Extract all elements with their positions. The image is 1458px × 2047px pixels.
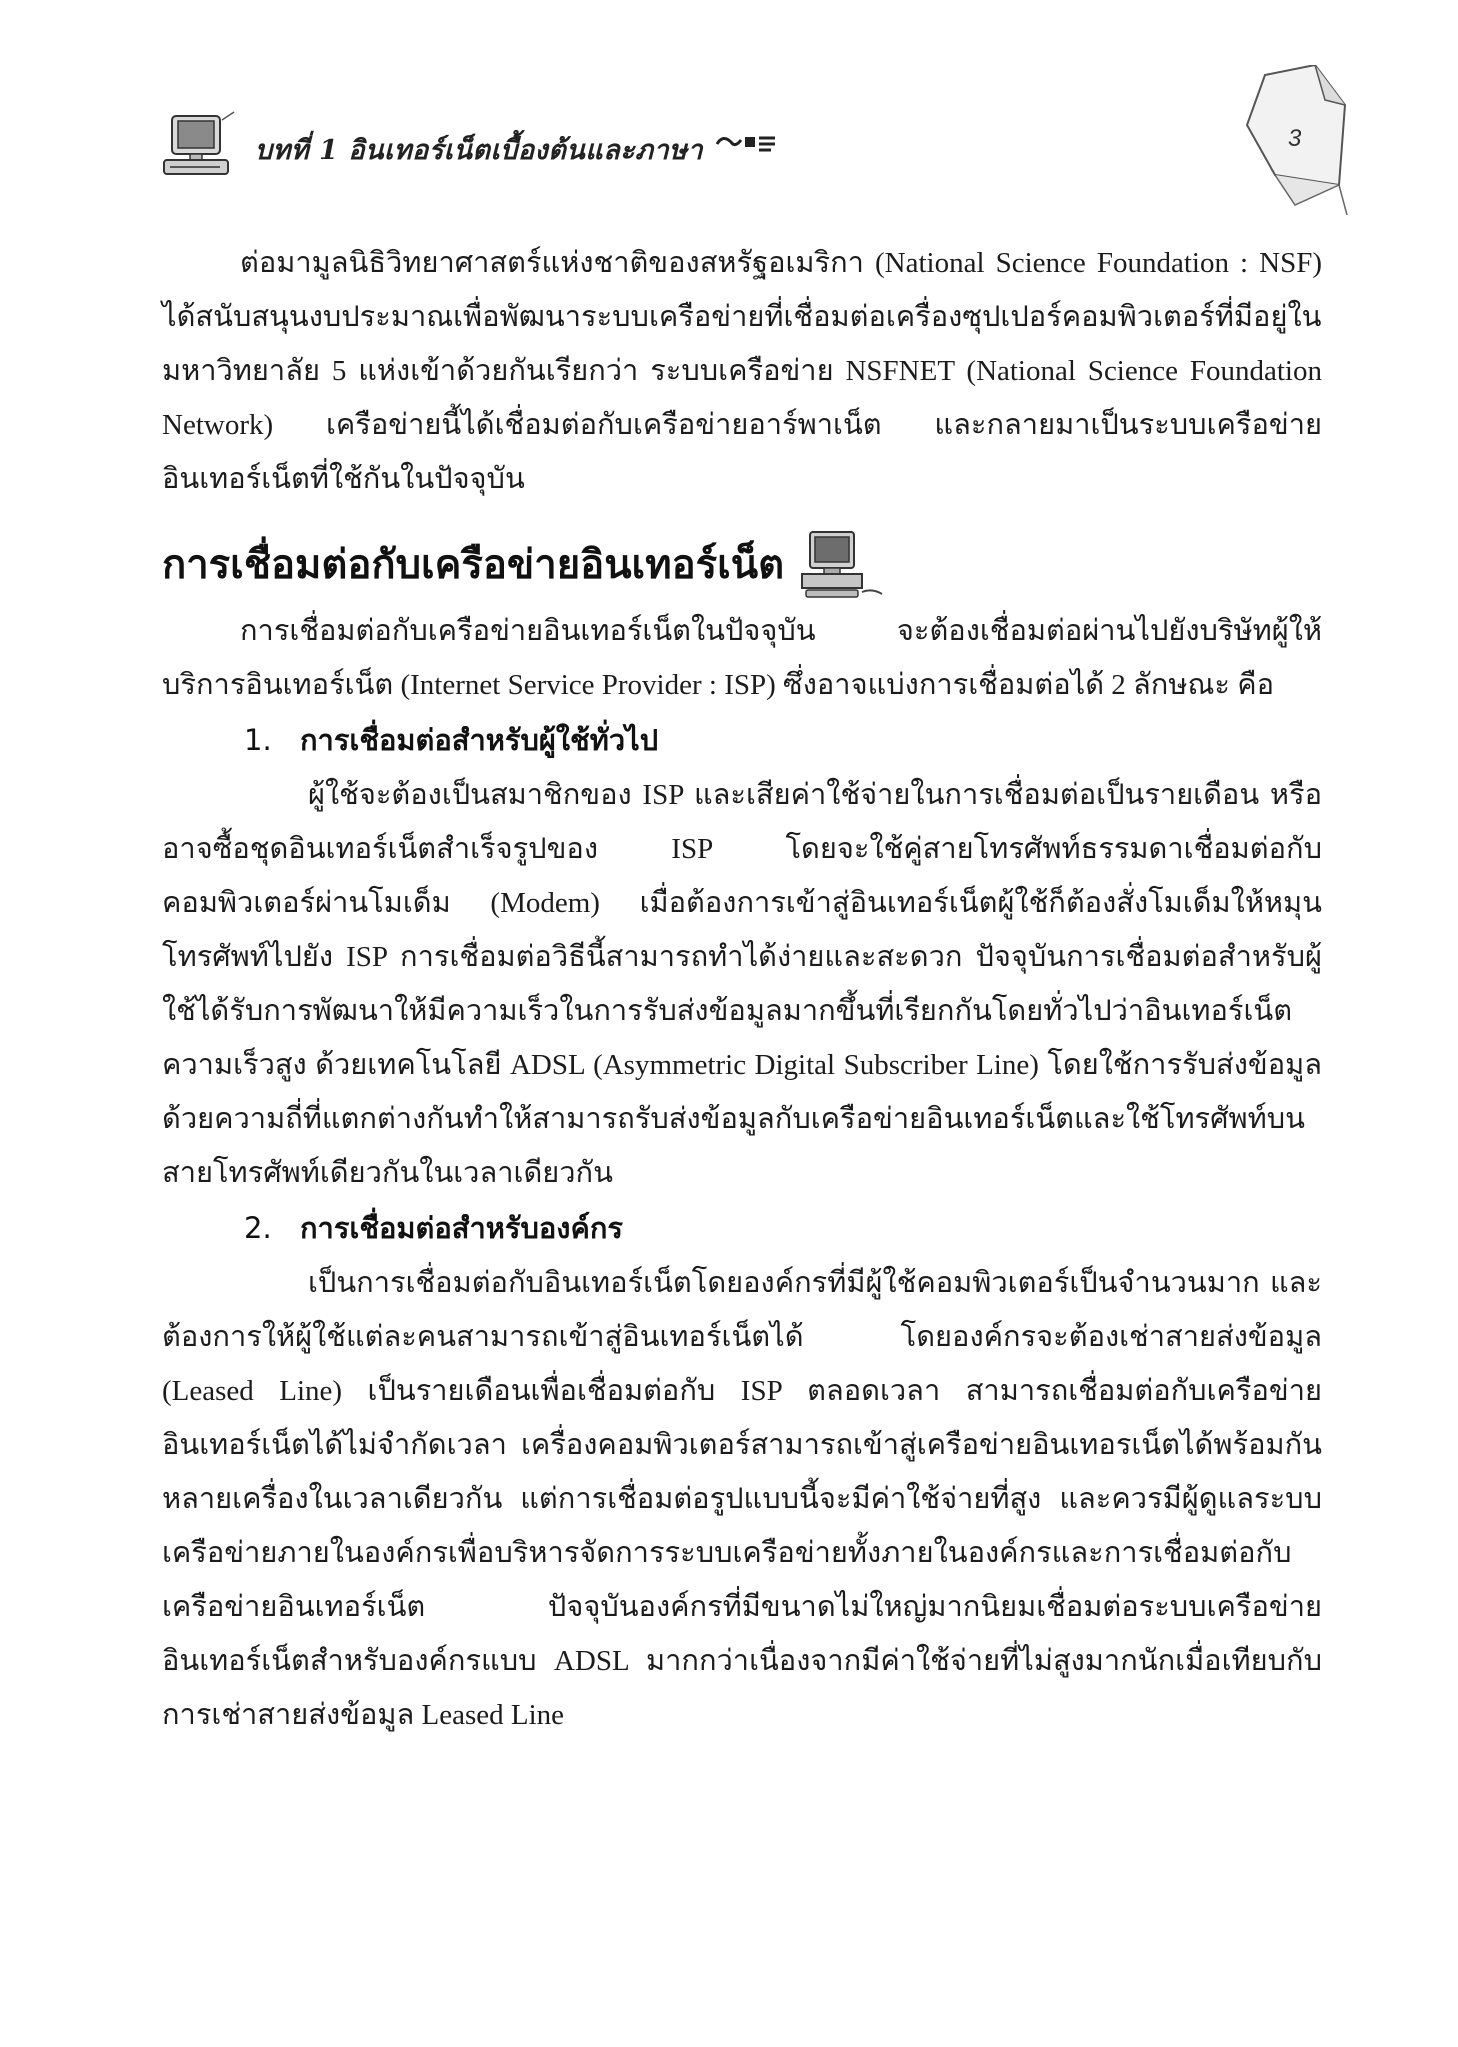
decorative-ornament-icon [715, 132, 777, 154]
desktop-computer-icon [796, 530, 888, 600]
intro-paragraph: ต่อมามูลนิธิวิทยาศาสตร์แห่งชาติของสหรัฐอเมริกา (National Science Foundation : NSF) ได้สนับสนุนงบประมาณเพื่อพัฒนาระบบเครือข่ายที่เชื่อมต่อเครื่องซุปเปอร์คอมพิวเตอร์ที่มีอยู่ในมหาวิทยาลัย 5 แห่งเข้าด้วยกันเรียกว่า ระบบเครือข่าย NSFNET (National Science Foundation Network) เครือข่ายนี้ได้เชื่อมต่อกับเครือข่ายอาร์พาเน็ต และกลายมาเป็นระบบเครือข่ายอินเทอร์เน็ตที่ใช้กันในปัจจุบัน [162, 247, 1322, 495]
section-title: การเชื่อมต่อกับเครือข่ายอินเทอร์เน็ต [162, 542, 785, 588]
chapter-title: บทที่ 1 อินเทอร์เน็ตเบื้องต้นและภาษา [255, 135, 704, 166]
subheading-2 [162, 1200, 1322, 1256]
section-heading [162, 526, 1322, 604]
section-intro: การเชื่อมต่อกับเครือข่ายอินเทอร์เน็ตในปัจจุบัน จะต้องเชื่อมต่อผ่านไปยังบริษัทผู้ให้บริการอินเทอร์เน็ต (Internet Service Provider : ISP) ซึ่งอาจแบ่งการเชื่อมต่อได้ 2 ลักษณะ คือ [162, 615, 1322, 701]
item-2-body: เป็นการเชื่อมต่อกับอินเทอร์เน็ตโดยองค์กรที่มีผู้ใช้คอมพิวเตอร์เป็นจำนวนมาก และต้องการให้ผู้ใช้แต่ละคนสามารถเข้าสู่อินเทอร์เน็ตได้ โดยองค์กรจะต้องเช่าสายส่งข้อมูล (Leased Line) เป็นรายเดือนเพื่อเชื่อมต่อกับ ISP ตลอดเวลา สามารถเชื่อมต่อกับเครือข่ายอินเทอร์เน็ตได้ไม่จำกัดเวลา เครื่องคอมพิวเตอร์สามารถเข้าสู่เครือข่ายอินเทอรเน็ตได้พร้อมกันหลายเครื่องในเวลาเดียวกัน แต่การเชื่อมต่อรูปแบบนี้จะมีค่าใช้จ่ายที่สูง และควรมีผู้ดูแลระบบเครือข่ายภายในองค์กรเพื่อบริหารจัดการระบบเครือข่ายทั้งภายในองค์กรและการเชื่อมต่อกับเครือข่ายอินเทอร์เน็ต ปัจจุบันองค์กรที่มีขนาดไม่ใหญ่มากนิยมเชื่อมต่อระบบเครือข่ายอินเทอร์เน็ตสำหรับองค์กรแบบ ADSL มากกว่าเนื่องจากมีค่าใช้จ่ายที่ไม่สูงมากนักเมื่อเทียบกับการเช่าสายส่งข้อมูล Leased Line [162, 1267, 1322, 1731]
main-content [162, 236, 1322, 1742]
page-header [160, 110, 1340, 220]
item-1-body: ผู้ใช้จะต้องเป็นสมาชิกของ ISP และเสียค่าใช้จ่ายในการเชื่อมต่อเป็นรายเดือน หรืออาจซื้อชุดอินเทอร์เน็ตสำเร็จรูปของ ISP โดยจะใช้คู่สายโทรศัพท์ธรรมดาเชื่อมต่อกับคอมพิวเตอร์ผ่านโมเด็ม (Modem) เมื่อต้องการเข้าสู่อินเทอร์เน็ตผู้ใช้ก็ต้องสั่งโมเด็มให้หมุนโทรศัพท์ไปยัง ISP การเชื่อมต่อวิธีนี้สามารถทำได้ง่ายและสะดวก ปัจจุบันการเชื่อมต่อสำหรับผู้ใช้ได้รับการพัฒนาให้มีความเร็วในการรับส่งข้อมูลมากขึ้นที่เรียกกันโดยทั่วไปว่าอินเทอร์เน็ตความเร็วสูง ด้วยเทคโนโลยี ADSL (Asymmetric Digital Subscriber Line) โดยใช้การรับส่งข้อมูลด้วยความถี่ที่แตกต่างกันทำให้สามารถรับส่งข้อมูลกับเครือข่ายอินเทอร์เน็ตและใช้โทรศัพท์บนสายโทรศัพท์เดียวกันในเวลาเดียวกัน [162, 779, 1322, 1189]
subheading-number: 2. [244, 1211, 272, 1245]
subheading-number: 1. [244, 723, 272, 757]
subheading-title: การเชื่อมต่อสำหรับองค์กร [300, 1211, 623, 1245]
subheading-1 [162, 712, 1322, 768]
page-number: 3 [1288, 125, 1302, 152]
subheading-title: การเชื่อมต่อสำหรับผู้ใช้ทั่วไป [300, 723, 659, 757]
computer-icon [160, 110, 240, 180]
